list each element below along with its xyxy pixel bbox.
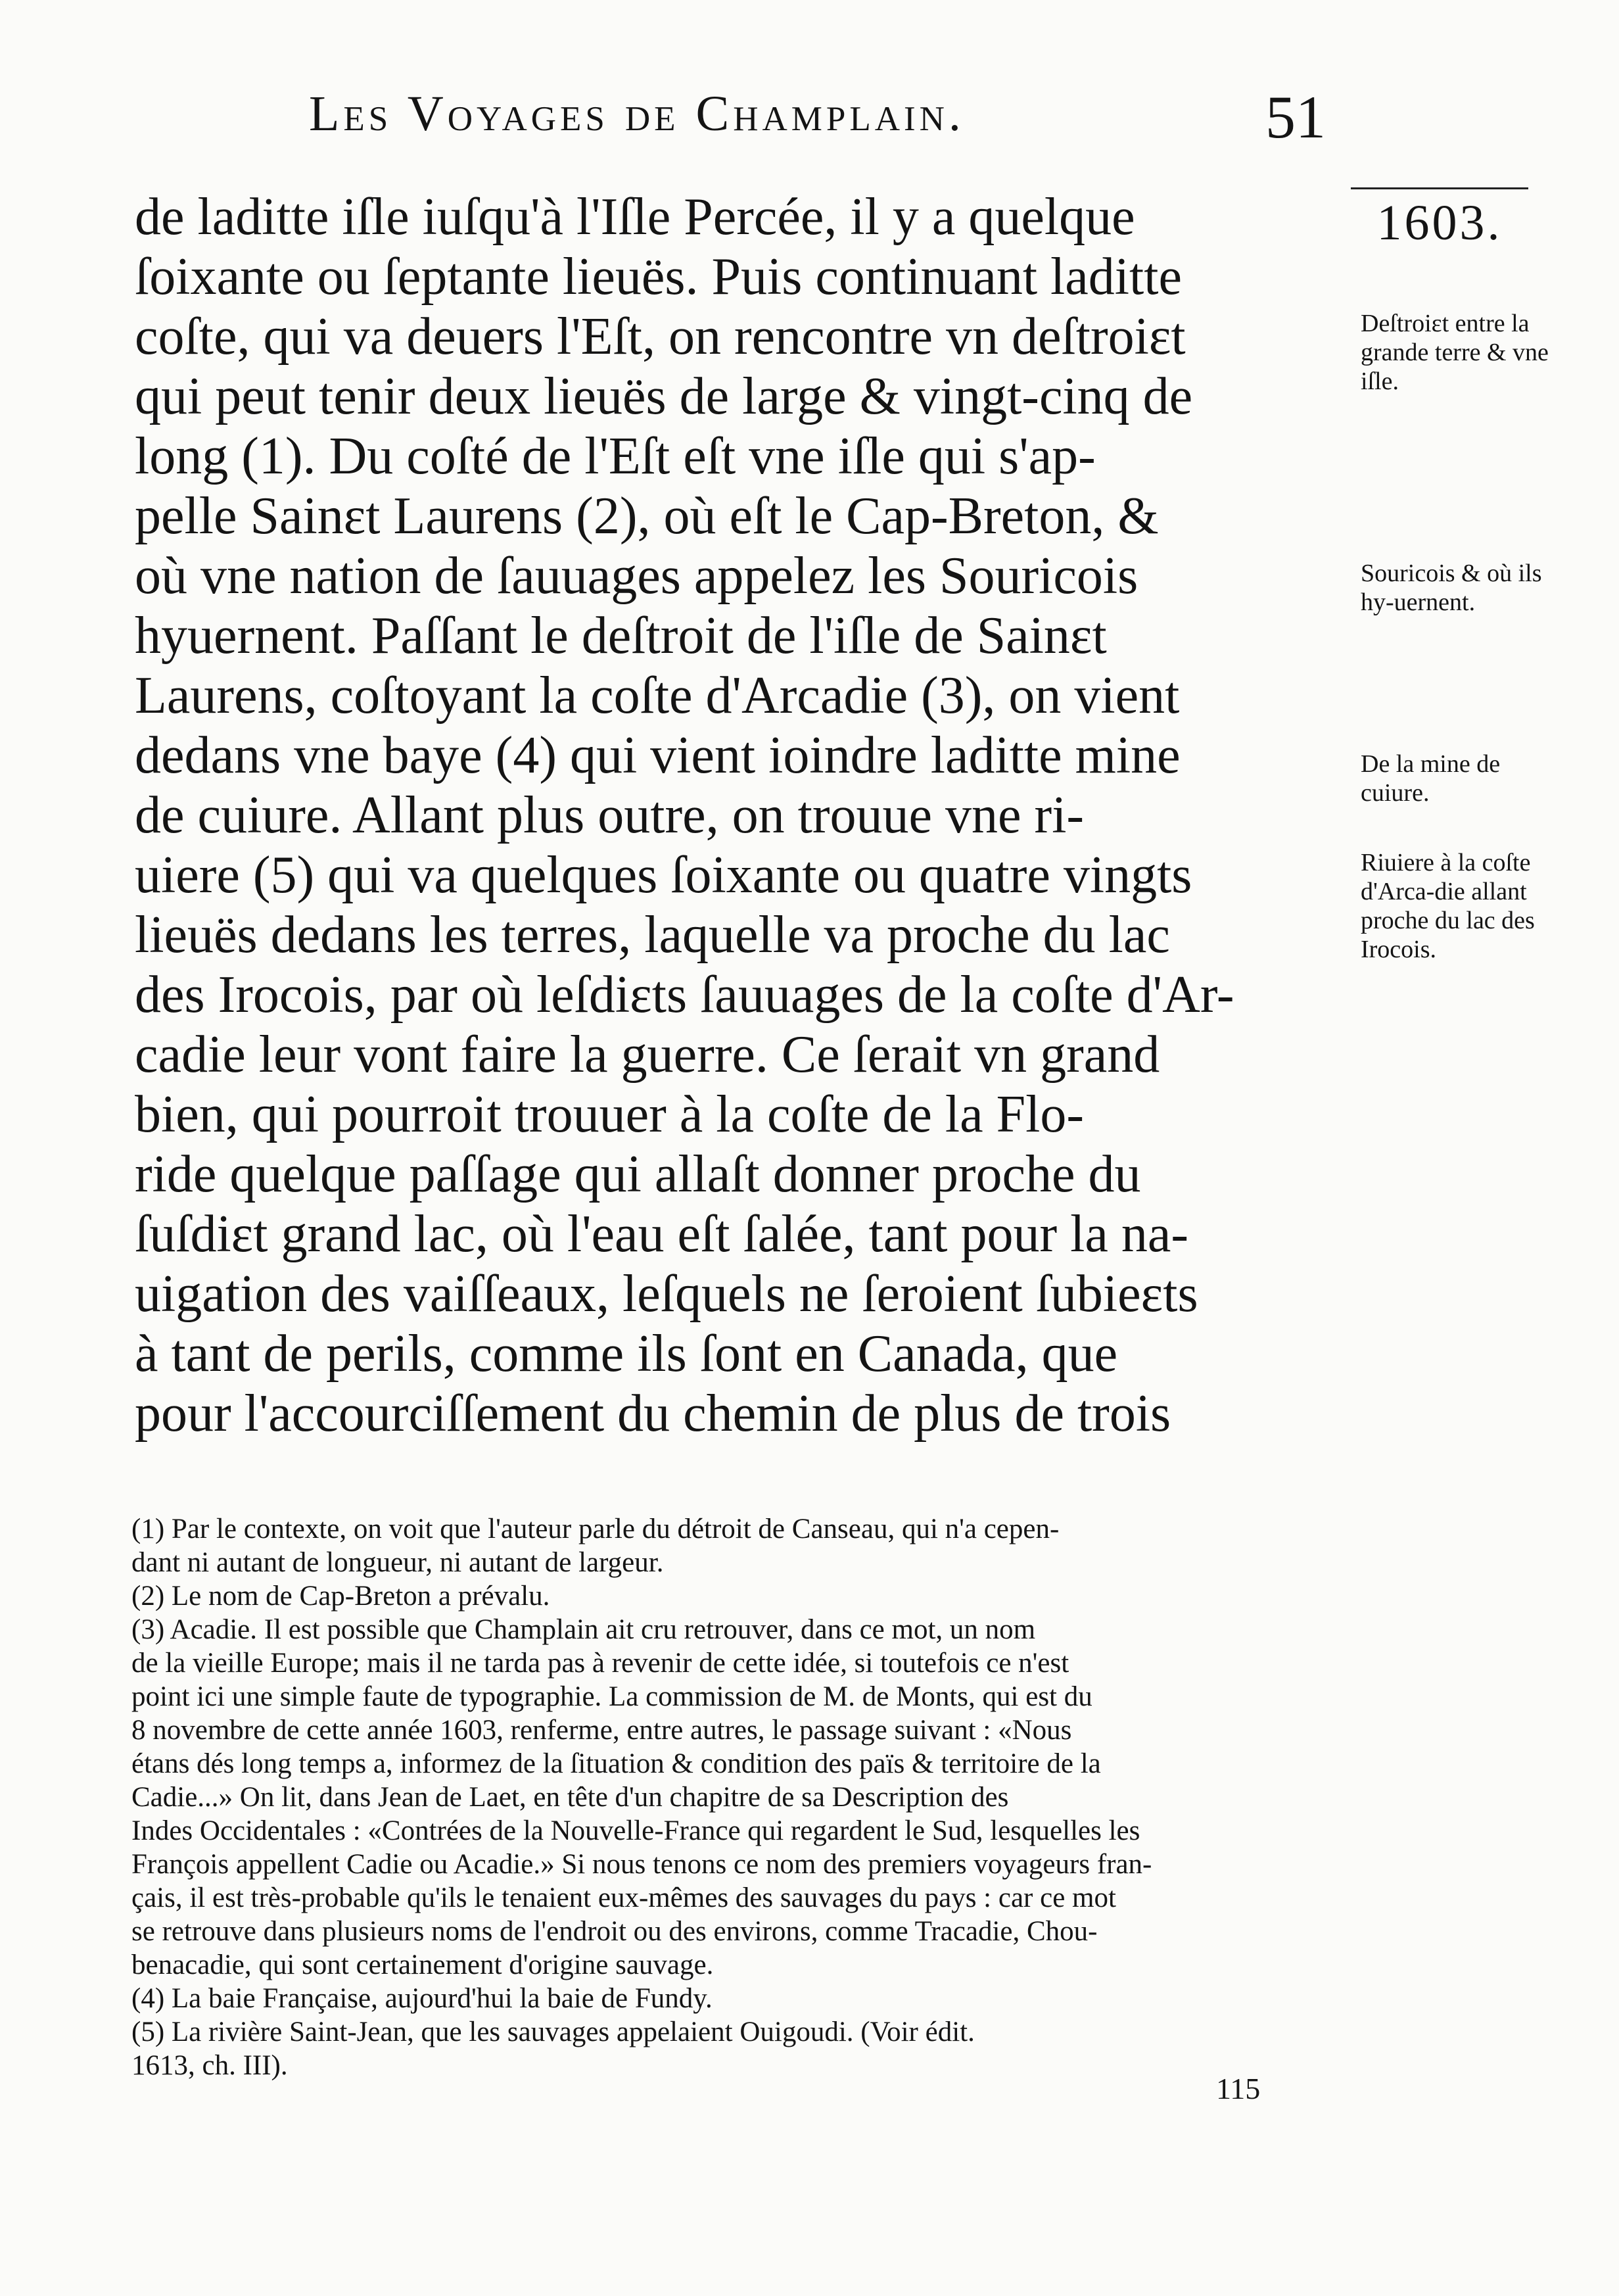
footnote-line: benacadie, qui sont certainement d'origine sauvage. (131, 1949, 714, 1980)
footnote-line: François appellent Cadie ou Acadie.» Si nous tenons ce nom des premiers voyageurs fran- (131, 1849, 1152, 1880)
text-line: où vne nation de ſauuages appelez les Souricois (135, 547, 1138, 605)
text-line: coſte, qui va deuers l'Eſt, on rencontre vn deſtroiɛt (135, 308, 1186, 366)
footnote-line: (1) Par le contexte, on voit que l'auteur parle du détroit de Canseau, qui n'a cepen- (131, 1514, 1060, 1544)
main-text (135, 187, 1338, 1444)
footnotes (131, 1512, 1341, 2082)
footnote-line: (5) La rivière Saint-Jean, que les sauvages appelaient Ouigoudi. (Voir édit. (131, 2017, 975, 2047)
margin-note: Riuiere à la coſte d'Arca-die allant proche du lac des Irocois. (1361, 849, 1535, 963)
footnote-line: (3) Acadie. Il est possible que Champlain ait cru retrouver, dans ce mot, un nom (131, 1614, 1036, 1645)
signature-mark: 115 (1216, 2072, 1261, 2105)
text-line: dedans vne baye (4) qui vient ioindre laditte mine (135, 727, 1181, 784)
footnote-line: dant ni autant de longueur, ni autant de largeur. (131, 1547, 664, 1578)
text-line: cadie leur vont faire la guerre. Ce ſerait vn grand (135, 1026, 1160, 1084)
footnote (131, 1512, 1341, 1579)
margin-year: 1603. (1351, 187, 1528, 252)
footnote-line: de la vieille Europe; mais il ne tarda pas à revenir de cette idée, si toutefois ce n'est (131, 1648, 1069, 1679)
text-line: lieuës dedans les terres, laquelle va proche du lac (135, 906, 1170, 964)
margin-note: De la mine de cuiure. (1361, 750, 1501, 807)
footnote (131, 1613, 1341, 1982)
footnote-line: étans dés long temps a, informez de la ſituation & condition des païs & territoire de la (131, 1748, 1101, 1779)
text-line: de laditte iſle iuſqu'à l'Iſle Percée, il y a quelque (135, 188, 1135, 246)
text-line: long (1). Du coſté de l'Eſt eſt vne iſle qui s'ap- (135, 427, 1096, 485)
text-line: pour l'accourciſſement du chemin de plus de trois (135, 1385, 1171, 1443)
footnote-line: 8 novembre de cette année 1603, renferme, entre autres, le passage suivant : «Nous (131, 1715, 1072, 1746)
running-title: Les Voyages de Champlain. (309, 86, 965, 141)
footnote-line: Cadie...» On lit, dans Jean de Laet, en tête d'un chapitre de sa Description des (131, 1782, 1009, 1813)
margin-note: Deſtroiɛt entre la grande terre & vne iſle. (1361, 310, 1549, 395)
text-line: uiere (5) qui va quelques ſoixante ou quatre vingts (135, 846, 1192, 904)
footnote-line: point ici une simple faute de typographie. La commission de M. de Monts, qui est du (131, 1681, 1092, 1712)
text-line: des Irocois, par où leſdiɛts ſauuages de la coſte d'Ar- (135, 966, 1234, 1024)
text-line: bien, qui pourroit trouuer à la coſte de la Flo- (135, 1086, 1085, 1143)
text-line: ſuſdiɛt grand lac, où l'eau eſt ſalée, tant pour la na- (135, 1205, 1188, 1263)
footnote-line: (2) Le nom de Cap-Breton a prévalu. (131, 1581, 550, 1612)
text-line: qui peut tenir deux lieuës de large & vingt-cinq de (135, 368, 1193, 425)
text-line: uigation des vaiſſeaux, leſquels ne ſeroient ſubieɛts (135, 1265, 1198, 1323)
text-line: de cuiure. Allant plus outre, on trouue vne ri- (135, 786, 1085, 844)
text-line: ſoixante ou ſeptante lieuës. Puis continuant laditte (135, 248, 1182, 306)
text-line: Laurens, coſtoyant la coſte d'Arcadie (3), on vient (135, 667, 1180, 725)
text-line: à tant de perils, comme ils ſont en Canada, que (135, 1325, 1118, 1383)
margin-note: Souricois & où ils hy-uernent. (1361, 560, 1542, 616)
footnote (131, 1982, 1341, 2015)
text-line: pelle Sainɛt Laurens (2), où eſt le Cap-Breton, & (135, 487, 1159, 545)
text-line: ride quelque paſſage qui allaſt donner proche du (135, 1145, 1141, 1203)
footnote-line: se retrouve dans plusieurs noms de l'endroit ou des environs, comme Tracadie, Chou- (131, 1916, 1098, 1947)
footnote-line: (4) La baie Française, aujourd'hui la baie de Fundy. (131, 1983, 713, 2014)
footnote-line: çais, il est très-probable qu'ils le tenaient eux-mêmes des sauvages du pays : car ce mot (131, 1882, 1116, 1913)
footnote-line: 1613, ch. III). (131, 2050, 288, 2081)
footnote-line: Indes Occidentales : «Contrées de la Nouvelle-France qui regardent le Sud, lesquelles les (131, 1815, 1140, 1846)
footnote (131, 1579, 1341, 1613)
text-line: hyuernent. Paſſant le deſtroit de l'iſle de Sainɛt (135, 607, 1107, 665)
footnote (131, 2015, 1341, 2082)
page-number: 51 (1265, 84, 1326, 151)
